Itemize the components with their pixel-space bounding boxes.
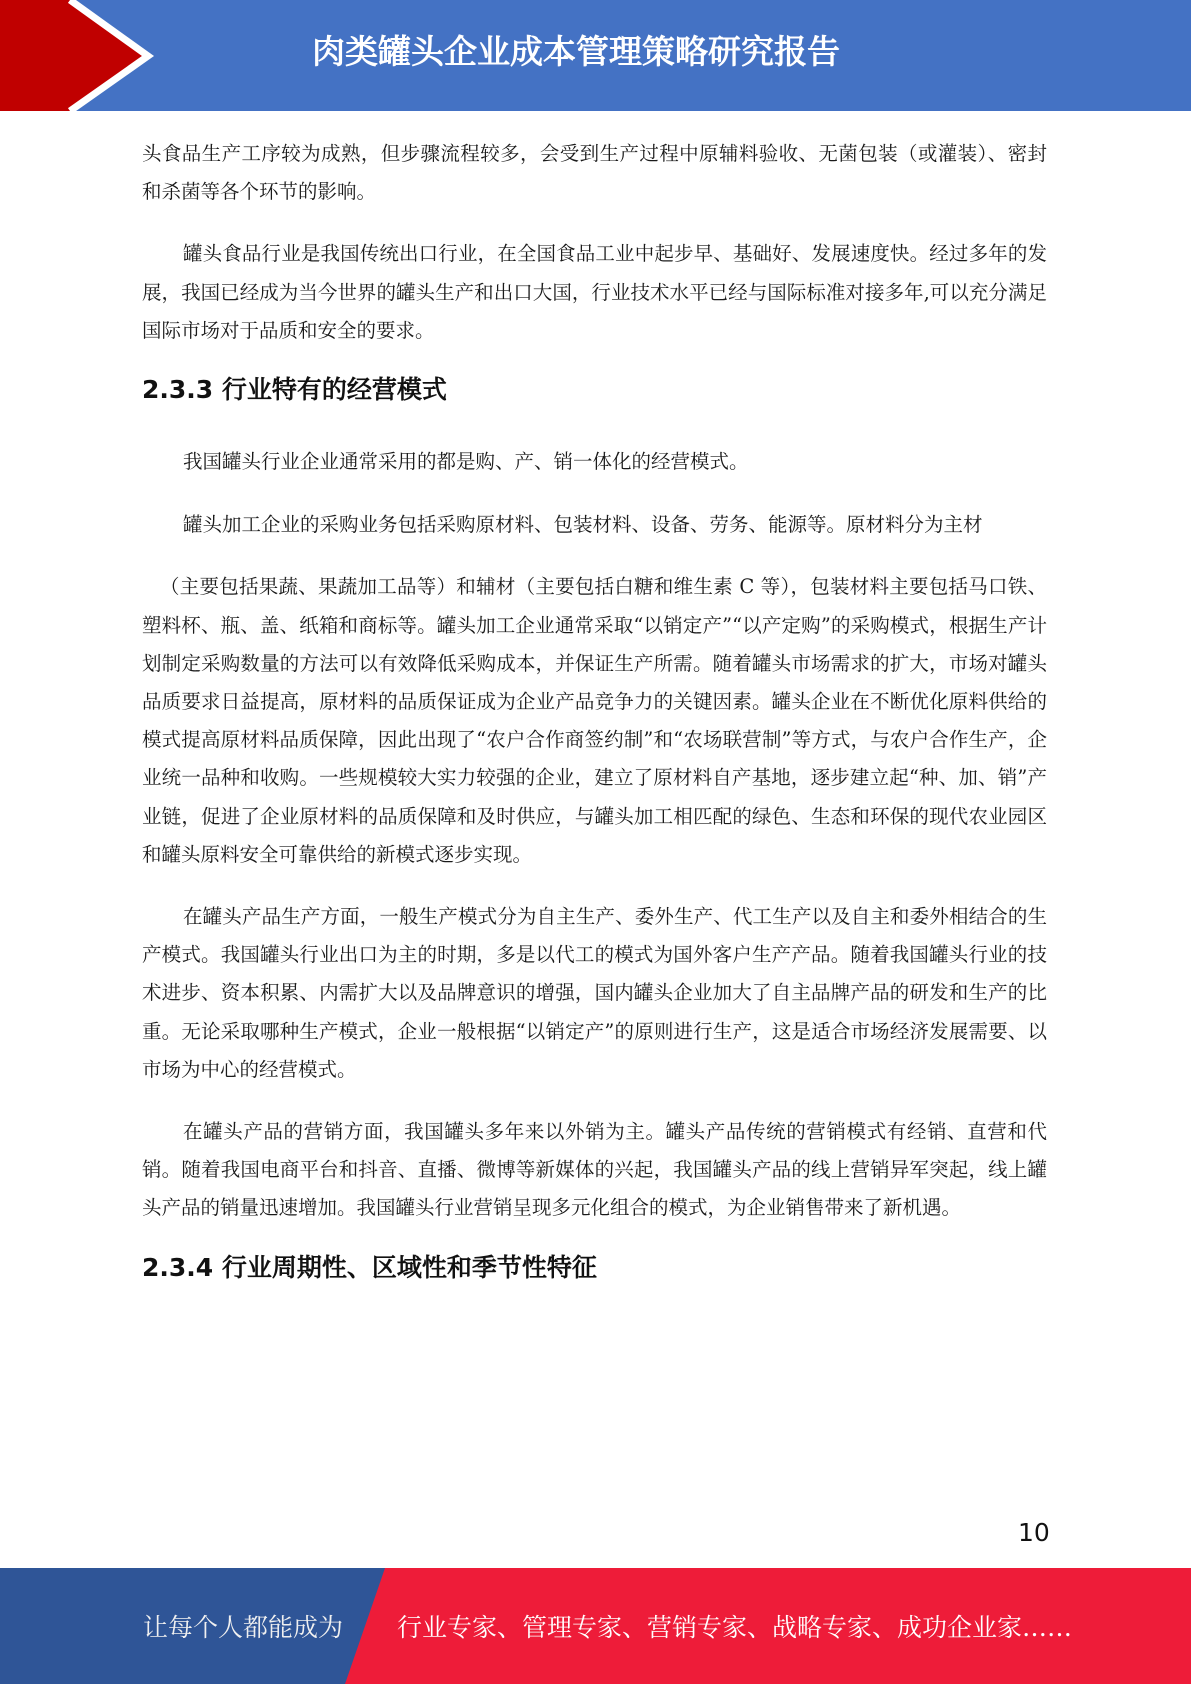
report-title: 肉类罐头企业成本管理策略研究报告	[312, 32, 840, 71]
footer-slogan-right: 行业专家、管理专家、营销专家、战略专家、成功企业家……	[397, 1613, 1073, 1642]
section-heading-2-3-3: 2.3.3 行业特有的经营模式	[142, 375, 447, 405]
paragraph: 罐头加工企业的采购业务包括采购原材料、包装材料、设备、劳务、能源等。原材料分为主材	[183, 513, 983, 537]
paragraph: 我国罐头行业企业通常采用的都是购、产、销一体化的经营模式。	[183, 450, 749, 474]
paragraph: 在罐头产品生产方面，一般生产模式分为自主生产、委外生产、代工生产以及自主和委外相结合的生产模式。我国罐头行业出口为主的时期，多是以代工的模式为国外客户生产产品。随着我国罐头行业的技术进步、资本积累、内需扩大以及品牌意识的增强，国内罐头企业加大了自主品牌产品的研发和生产的比重。无论采取哪种生产模式，企业一般根据“以销定产”的原则进行生产，这是适合市场经济发展需要、以市场为中心的经营模式。	[142, 905, 1047, 1081]
page-number: 10	[1018, 1518, 1050, 1547]
document-body	[142, 135, 1047, 1286]
paragraph: 在罐头产品的营销方面，我国罐头多年来以外销为主。罐头产品传统的营销模式有经销、直营和代销。随着我国电商平台和抖音、直播、微博等新媒体的兴起，我国罐头产品的线上营销异军突起，线上罐头产品的销量迅速增加。我国罐头行业营销呈现多元化组合的模式，为企业销售带来了新机遇。	[142, 1120, 1047, 1220]
red-arrow-shape	[0, 0, 148, 111]
paragraph: （主要包括果蔬、果蔬加工品等）和辅材（主要包括白糖和维生素 C 等），包装材料主要包括马口铁、塑料杯、瓶、盖、纸箱和商标等。罐头加工企业通常采取“以销定产”“以产定购”的采购模式，根据生产计划制定采购数量的方法可以有效降低采购成本，并保证生产所需。随着罐头市场需求的扩大，市场对罐头品质要求日益提高，原材料的品质保证成为企业产品竞争力的关键因素。罐头企业在不断优化原料供给的模式提高原材料品质保障，因此出现了“农户合作商签约制”和“农场联营制”等方式，与农户合作生产，企业统一品种和收购。一些规模较大实力较强的企业，建立了原材料自产基地，逐步建立起“种、加、销”产业链，促进了企业原材料的品质保障和及时供应，与罐头加工相匹配的绿色、生态和环保的现代农业园区和罐头原料安全可靠供给的新模式逐步实现。	[142, 575, 1047, 866]
section-heading-2-3-4: 2.3.4 行业周期性、区域性和季节性特征	[142, 1252, 597, 1282]
paragraph-continued: 头食品生产工序较为成熟，但步骤流程较多，会受到生产过程中原辅料验收、无菌包装（或灌装）、密封和杀菌等各个环节的影响。	[142, 142, 1047, 204]
page-footer	[0, 1568, 1191, 1684]
footer-slogan-left: 让每个人都能成为	[143, 1613, 344, 1642]
report-header	[0, 0, 1191, 111]
paragraph: 罐头食品行业是我国传统出口行业，在全国食品工业中起步早、基础好、发展速度快。经过多年的发展，我国已经成为当今世界的罐头生产和出口大国，行业技术水平已经与国际标准对接多年,可以充分满足国际市场对于品质和安全的要求。	[142, 242, 1047, 342]
